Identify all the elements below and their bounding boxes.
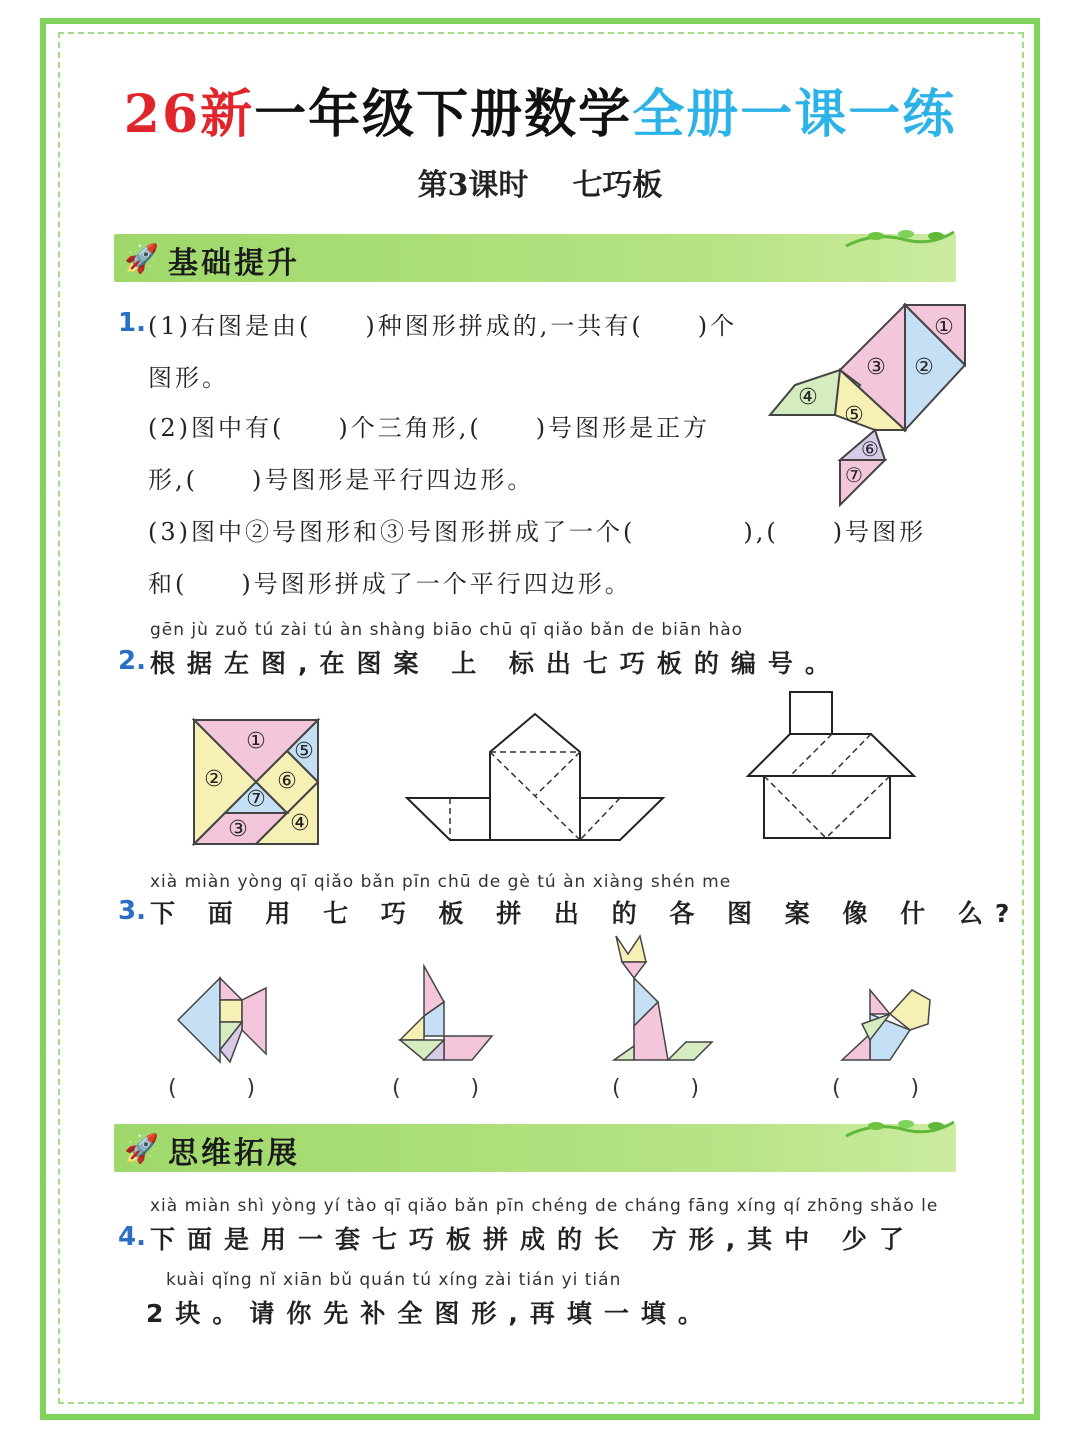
- rocket-label-3: ③: [866, 355, 886, 380]
- q2-text: 根据左图,在图案 上 标出七巧板的编号。: [150, 649, 842, 678]
- q2-pinyin: gēn jù zuǒ tú zài tú àn shàng biāo chū qī qiǎo bǎn de biān hào: [150, 620, 744, 640]
- square-label-7: ⑦: [246, 787, 266, 812]
- section-title-extension: 思维拓展: [168, 1136, 300, 1171]
- question-1-number: 1.: [118, 308, 146, 338]
- rocket-icon: 🚀: [124, 242, 159, 275]
- fish-tangram-figure: [178, 950, 270, 1062]
- q3-answer-blank-3[interactable]: ( ): [612, 1076, 700, 1101]
- square-tangram-figure: [194, 720, 318, 844]
- lesson-subtitle: [0, 160, 1080, 204]
- bird-tangram-figure: [840, 984, 936, 1064]
- rocket-icon: 🚀: [124, 1132, 159, 1165]
- section-banner-extension: [114, 1124, 956, 1172]
- square-label-3: ③: [228, 817, 248, 842]
- square-label-6: ⑥: [277, 769, 297, 794]
- q4-text-1: 下面是用一套七巧板拼成的长 方形,其中 少了: [150, 1225, 916, 1254]
- q3-answer-blank-1[interactable]: ( ): [168, 1076, 256, 1101]
- rocket-tangram-figure: [760, 300, 970, 510]
- section-banner-basic: [114, 234, 956, 282]
- q1-line-4: 形,( )号图形是平行四边形。: [148, 466, 535, 494]
- rocket-label-4: ④: [798, 385, 818, 410]
- square-label-2: ②: [204, 767, 224, 792]
- swan-tangram-figure: [398, 966, 494, 1064]
- title-part-3: 全册一课一练: [632, 84, 957, 145]
- q4-pinyin-1: xià miàn shì yòng yí tào qī qiǎo bǎn pīn chéng de cháng fāng xíng qí zhōng shǎo le: [150, 1196, 939, 1216]
- q1-line-6: 和( )号图形拼成了一个平行四边形。: [148, 570, 632, 598]
- q1-line-2: 图形。: [148, 364, 229, 392]
- rocket-label-5: ⑤: [844, 403, 864, 428]
- cat-tangram-figure: [612, 936, 714, 1064]
- boat-outline-figure: [405, 712, 665, 844]
- square-label-1: ①: [246, 729, 266, 754]
- title-part-1: 26新: [123, 84, 255, 145]
- leaf-decoration-icon: [836, 1116, 956, 1146]
- square-label-4: ④: [290, 811, 310, 836]
- house-outline-figure: [746, 690, 916, 842]
- rocket-label-7: ⑦: [845, 463, 863, 487]
- rocket-label-6: ⑥: [861, 437, 879, 461]
- q1-line-3: (2)图中有( )个三角形,( )号图形是正方: [148, 414, 711, 442]
- title-part-2: 一年级下册数学: [254, 84, 633, 145]
- page-title: [0, 72, 1080, 147]
- section-title-basic: 基础提升: [168, 246, 300, 281]
- leaf-decoration-icon: [836, 226, 956, 256]
- question-4-number: 4.: [118, 1222, 146, 1252]
- lesson-number: 第3课时: [417, 168, 529, 203]
- rocket-label-2: ②: [914, 355, 934, 380]
- q1-line-1: (1)右图是由( )种图形拼成的,一共有( )个: [148, 312, 738, 340]
- lesson-topic: 七巧板: [572, 168, 663, 203]
- q4-text-2: 2块。请你先补全图形,再填一填。: [146, 1299, 715, 1328]
- q3-answer-blank-4[interactable]: ( ): [832, 1076, 920, 1101]
- q3-answer-blank-2[interactable]: ( ): [392, 1076, 480, 1101]
- question-2-number: 2.: [118, 646, 146, 676]
- question-3-number: 3.: [118, 896, 146, 926]
- square-label-5: ⑤: [294, 739, 314, 764]
- rocket-label-1: ①: [934, 315, 954, 340]
- q3-text: 下 面 用 七 巧 板 拼 出 的 各 图 案 像 什 么?: [150, 899, 1022, 928]
- q1-line-5: (3)图中②号图形和③号图形拼成了一个( ),( )号图形: [148, 518, 927, 546]
- q3-pinyin: xià miàn yòng qī qiǎo bǎn pīn chū de gè tú àn xiàng shén me: [150, 872, 732, 892]
- q4-pinyin-2: kuài qǐng nǐ xiān bǔ quán tú xíng zài tián yi tián: [166, 1270, 622, 1290]
